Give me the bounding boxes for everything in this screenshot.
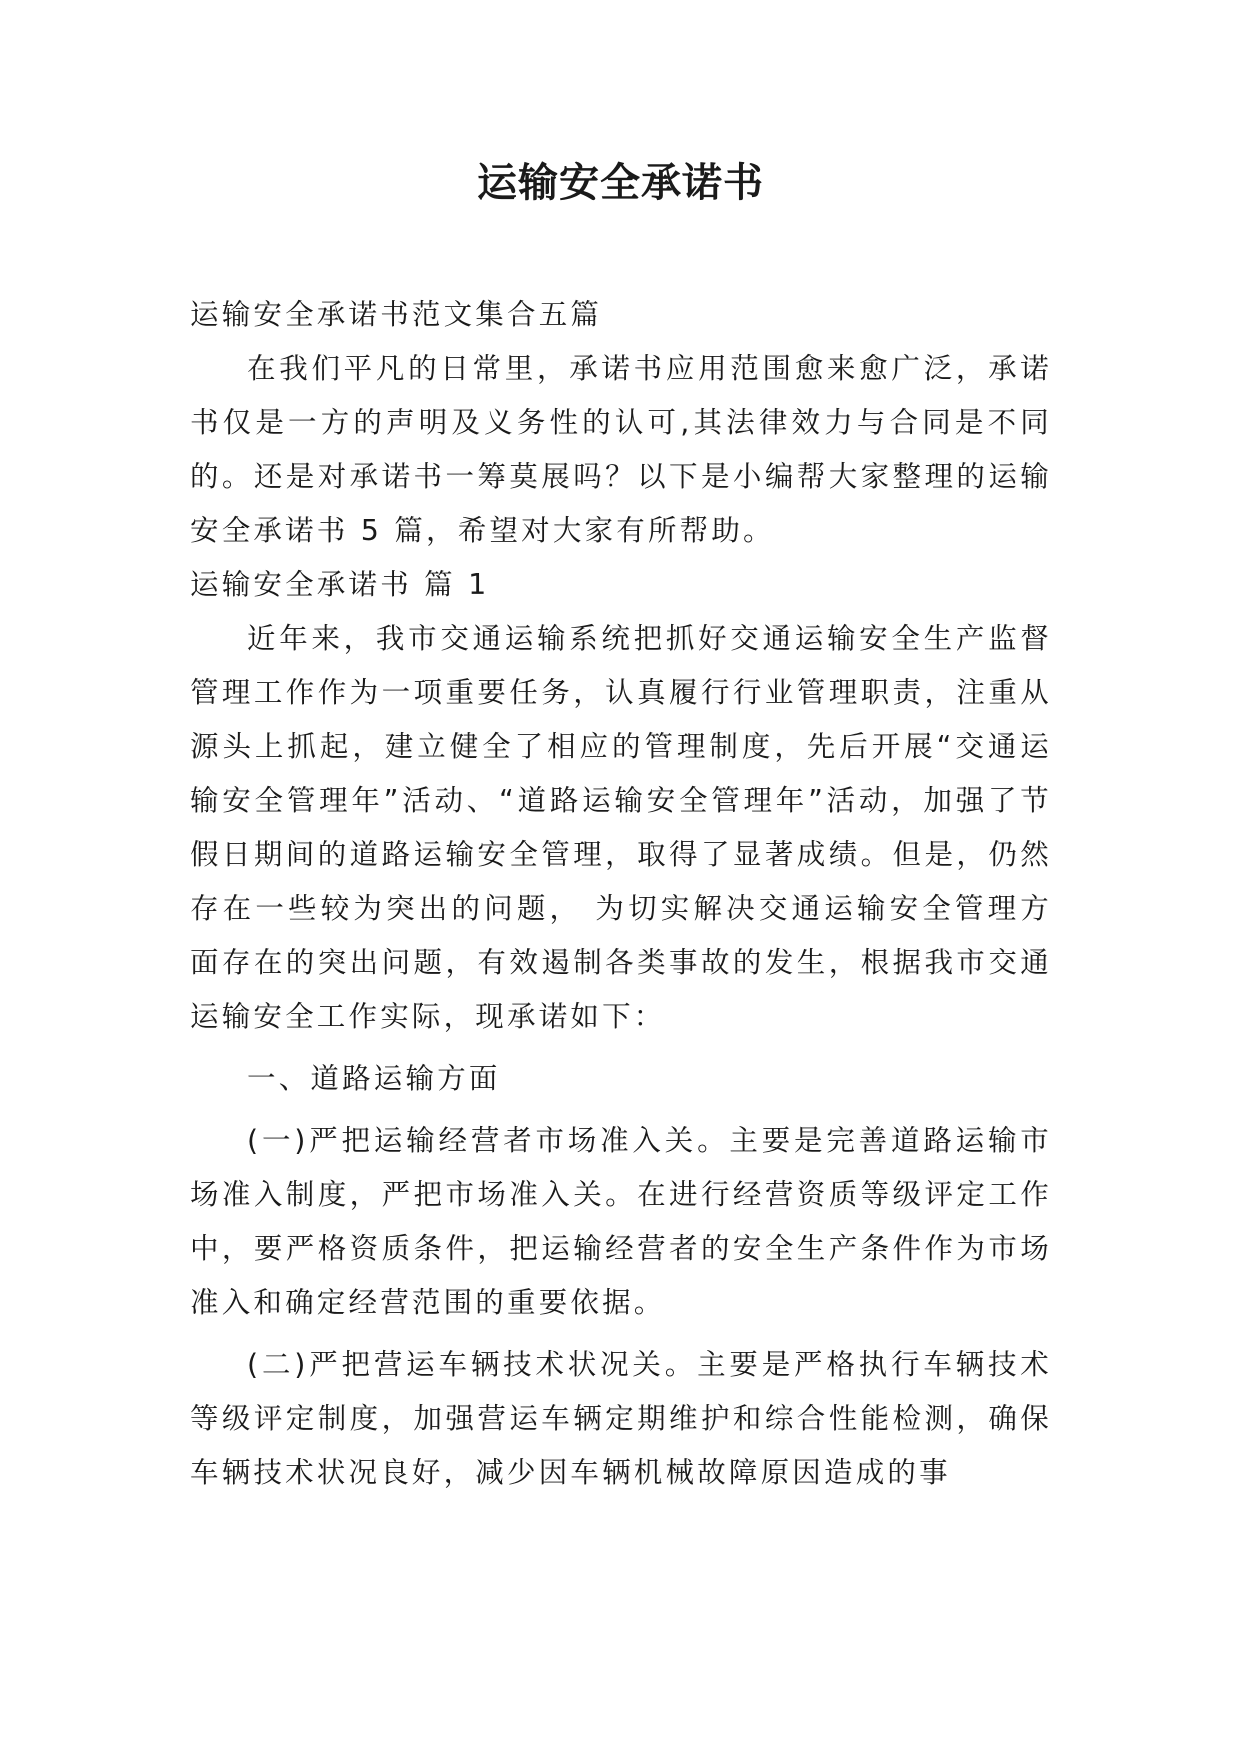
section-heading-1: 运输安全承诺书 篇 1 [190,568,490,601]
body-paragraph: (二)严把营运车辆技术状况关。主要是严格执行车辆技术等级评定制度，加强营运车辆定期维护和综合性能检测，确保车辆技术状况良好，减少因车辆机械故障原因造成的事 [190,1348,1052,1489]
intro-paragraph: 在我们平凡的日常里，承诺书应用范围愈来愈广泛，承诺书仅是一方的声明及义务性的认可,其法律效力与合同是不同的。还是对承诺书一筹莫展吗？以下是小编帮大家整理的运输安全承诺书 5 篇，希望对大家有所帮助。 [190,352,1052,547]
body-paragraph: 近年来，我市交通运输系统把抓好交通运输安全生产监督管理工作作为一项重要任务，认真履行行业管理职责，注重从源头上抓起，建立健全了相应的管理制度，先后开展“交通运输安全管理年”活动、“道路运输安全管理年”活动，加强了节假日期间的道路运输安全管理，取得了显著成绩。但是，仍然存在一些较为突出的问题， 为切实解决交通运输安全管理方面存在的突出问题，有效遏制各类事故的发生，根据我市交通运输安全工作实际，现承诺如下： [190,622,1052,1033]
collection-heading: 运输安全承诺书范文集合五篇 [190,298,603,331]
body-paragraph: (一)严把运输经营者市场准入关。主要是完善道路运输市场准入制度，严把市场准入关。在进行经营资质等级评定工作中，要严格资质条件，把运输经营者的安全生产条件作为市场准入和确定经营范围的重要依据。 [190,1124,1052,1319]
document-body [190,288,1052,1500]
document-title: 运输安全承诺书 [477,159,764,206]
subheading-road-transport: 一、道路运输方面 [247,1062,501,1095]
